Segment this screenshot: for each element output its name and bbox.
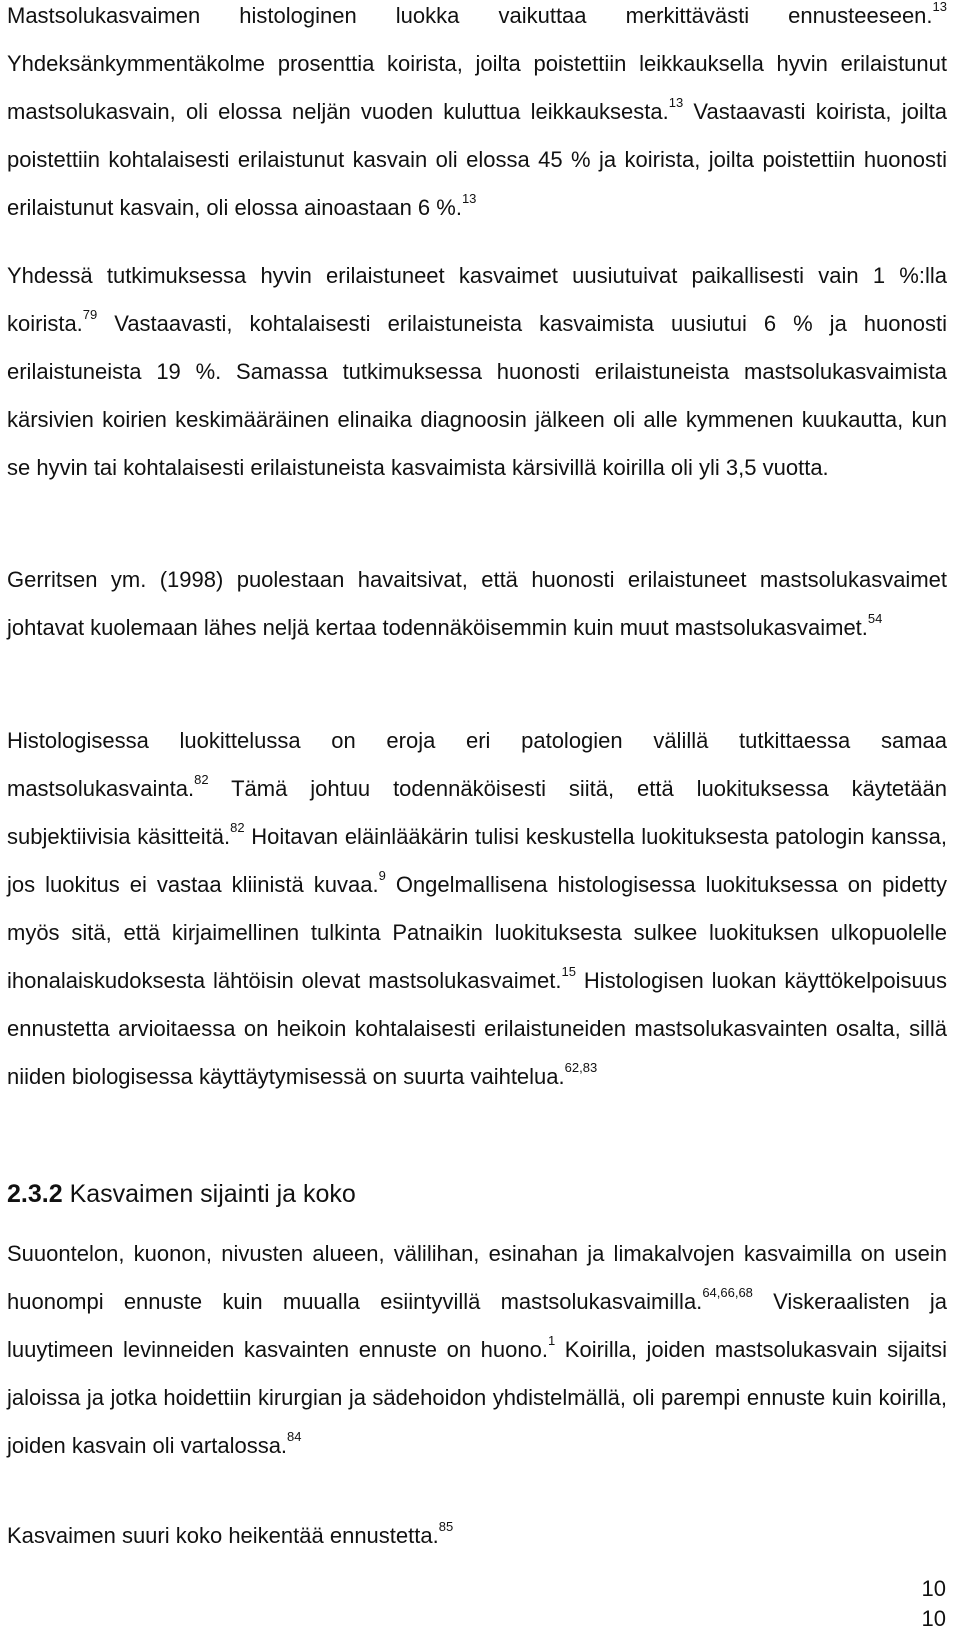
section-title: Kasvaimen sijainti ja koko: [69, 1180, 356, 1208]
paragraph-text: Gerritsen ym. (1998) puolestaan havaitsivat, että huonosti erilaistuneet mastsolukasvaimet johtavat kuolemaan lähes neljä kertaa todennäköisemmin kuin muut mastsolukasvaimet.: [7, 567, 947, 640]
citation-superscript: 9: [378, 868, 386, 883]
paragraph-text: Vastaavasti koirista, joilta poistettiin kohtalaisesti erilaistunut kasvain oli elossa 45 % ja koirista, joilta poistettiin huonosti erilaistunut kasvain, oli elossa ainoastaan 6 %.: [7, 99, 947, 220]
paragraph: [7, 1230, 947, 1470]
citation-superscript: 85: [438, 1519, 454, 1534]
citation-superscript: 84: [287, 1429, 302, 1444]
paragraph: [7, 0, 947, 232]
paragraph-text: Yhdeksänkymmentäkolme prosenttia koirista, joilta poistettiin leikkauksella hyvin erilaistunut mastsolukasvain, oli elossa neljän vuoden kuluttua leikkauksesta.: [7, 51, 947, 124]
paragraph-text: Ongelmallisena histologisessa luokituksessa on pidetty myös sitä, että kirjaimellinen tulkinta Patnaikin luokituksesta sulkee luokituksen ulkopuolelle ihonalaiskudoksesta lähtöisin olevat mastsolukasvaimet.: [7, 872, 947, 993]
citation-superscript: 82: [230, 820, 245, 835]
page-number-text: 10: [921, 1576, 946, 1601]
citation-superscript: 13: [932, 0, 947, 14]
paragraph-text: Viskeraalisten ja luuytimeen levinneiden kasvainten ennuste on huono.: [7, 1289, 947, 1362]
paragraph-text: Histologisen luokan käyttökelpoisuus ennustetta arvioitaessa on heikoin kohtalaisesti erilaistuneiden mastsolukasvainten osalta, sillä niiden biologisessa käyttäytymisessä on suurta vaihtelua.: [7, 968, 947, 1089]
citation-superscript: 13: [668, 95, 684, 110]
paragraph-text: Koirilla, joiden mastsolukasvain sijaitsi jaloissa ja jotka hoidettiin kirurgian ja sädehoidon yhdistelmällä, oli parempi ennuste kuin koirilla, joiden kasvain oli vartalossa.: [7, 1337, 947, 1458]
section-number: 2.3.2: [7, 1180, 63, 1208]
paragraph-text: Histologisessa luokittelussa on eroja eri patologien välillä tutkittaessa samaa mastsolukasvainta.: [7, 728, 947, 801]
paragraph-text: Yhdessä tutkimuksessa hyvin erilaistuneet kasvaimet uusiutuivat paikallisesti vain 1 %:lla koirista.: [7, 263, 947, 336]
paragraph: [7, 556, 947, 652]
paragraph: [7, 252, 947, 492]
paragraph-text: Vastaavasti, kohtalaisesti erilaistuneista kasvaimista uusiutui 6 % ja huonosti erilaistuneista 19 %. Samassa tutkimuksessa huonosti erilaistuneista mastsolukasvaimista kärsivien koirien keskimääräinen elinaika diagnoosin jälkeen oli alle kymmenen kuukautta, kun se hyvin tai kohtalaisesti erilaistuneista kasvaimista kärsivillä koirilla oli yli 3,5 vuotta.: [7, 311, 947, 480]
citation-superscript: 82: [194, 772, 209, 787]
paragraph: [7, 1512, 453, 1560]
paragraph-text: Kasvaimen suuri koko heikentää ennustetta.: [7, 1523, 439, 1548]
paragraph-text: Mastsolukasvaimen histologinen luokka vaikuttaa merkittävästi ennusteeseen.: [7, 3, 933, 28]
citation-superscript: 62,83: [564, 1060, 598, 1075]
paragraph-text: Suuontelon, kuonon, nivusten alueen, välilihan, esinahan ja limakalvojen kasvaimilla on usein huonompi ennuste kuin muualla esiintyvillä mastsolukasvaimilla.: [7, 1241, 947, 1314]
section-heading: [7, 1174, 356, 1214]
citation-superscript: 13: [461, 191, 477, 206]
citation-superscript: 15: [561, 964, 576, 979]
paragraph-text: Hoitavan eläinlääkärin tulisi keskustella luokituksesta patologin kanssa, jos luokitus ei vastaa kliinistä kuvaa.: [7, 824, 947, 897]
citation-superscript: 54: [867, 611, 883, 626]
page-number: [886, 1574, 946, 1634]
citation-superscript: 1: [547, 1333, 556, 1348]
page-number-text: 10: [921, 1606, 946, 1631]
citation-superscript: 79: [82, 307, 98, 322]
paragraph: [7, 717, 947, 1101]
paragraph-text: Tämä johtuu todennäköisesti siitä, että luokituksessa käytetään subjektiivisia käsitteitä.: [7, 776, 947, 849]
citation-superscript: 64,66,68: [702, 1285, 753, 1300]
